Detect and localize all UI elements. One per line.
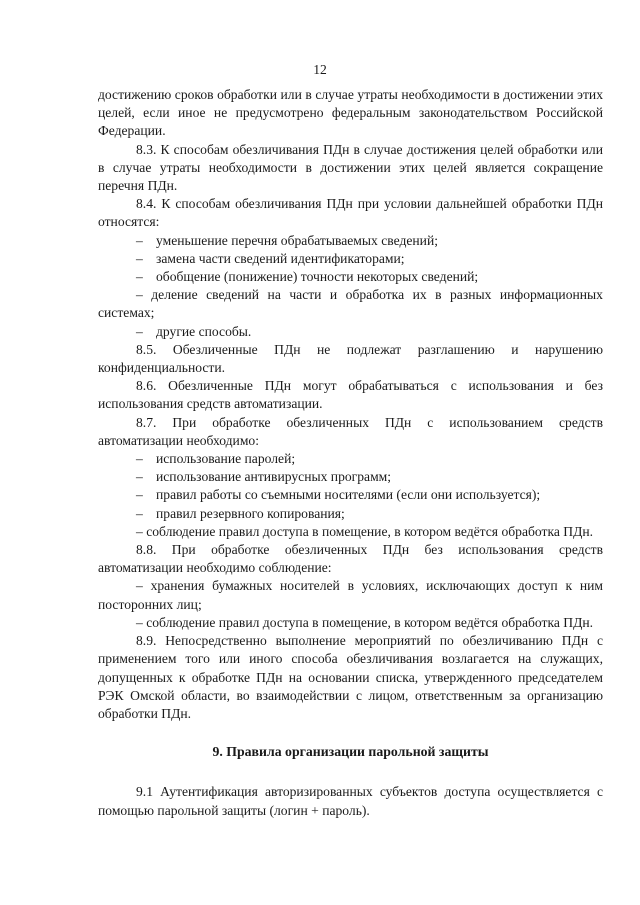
list-item: – соблюдение правил доступа в помещение, в котором ведётся обработка ПДн. xyxy=(136,523,594,539)
paragraph-8-4: 8.4. К способам обезличивания ПДн при условии дальнейшей обработки ПДн относятся: xyxy=(98,196,603,230)
dash-marker: – xyxy=(136,451,143,467)
dash-marker: – xyxy=(136,269,143,285)
list-item: – деление сведений на части и обработка их в разных информационных системах; xyxy=(98,287,603,321)
list-item: – использование паролей; xyxy=(98,450,603,468)
paragraph-continuation: достижению сроков обработки или в случае утраты необходимости в достижении этих целей, если иное не предусмотрено федеральным законодательством Российской Федерации. xyxy=(98,87,603,139)
list-item: – замена части сведений идентификаторами; xyxy=(98,250,603,268)
list-item: – хранения бумажных носителей в условиях, исключающих доступ к ним посторонних лиц; xyxy=(98,578,603,612)
paragraph-8-7: 8.7. При обработке обезличенных ПДн с использованием средств автоматизации необходимо: xyxy=(98,414,603,448)
dash-marker: – xyxy=(136,614,143,630)
list-item: – другие способы. xyxy=(98,323,603,341)
dash-marker: – xyxy=(136,232,143,248)
paragraph-8-8: 8.8. При обработке обезличенных ПДн без использования средств автоматизации необходимо соблюдение: xyxy=(98,542,603,576)
list-item: – правил работы со съемными носителями (если они используется); xyxy=(98,486,603,504)
dash-marker: – xyxy=(136,505,143,521)
list-item: – использование антивирусных программ; xyxy=(98,468,603,486)
dash-marker: – xyxy=(136,523,143,539)
dash-marker: – xyxy=(136,287,143,303)
list-item: – правил резервного копирования; xyxy=(98,505,603,523)
dash-marker: – xyxy=(136,469,143,485)
paragraph-8-6: 8.6. Обезличенные ПДн могут обрабатываться с использования и без использования средств автоматизации. xyxy=(98,378,603,412)
paragraph-8-5: 8.5. Обезличенные ПДн не подлежат разглашению и нарушению конфиденциальности. xyxy=(98,341,603,376)
dash-marker: – xyxy=(136,323,143,339)
list-item: – обобщение (понижение) точности некоторых сведений; xyxy=(98,268,603,286)
page-number: 12 xyxy=(313,62,327,77)
paragraph-8-9: 8.9. Непосредственно выполнение мероприятий по обезличиванию ПДн с применением того или иного способа обезличивания возлагается на служащих, допущенных к обработке ПДн на основании списка, утвержденного председателем РЭК Омской области, во взаимодействии с лицом, ответственным за организацию обработки ПДн. xyxy=(98,633,603,721)
dash-marker: – xyxy=(136,487,143,503)
list-item: – соблюдение правил доступа в помещение, в котором ведётся обработка ПДн. xyxy=(136,614,594,630)
list-item: – уменьшение перечня обрабатываемых сведений; xyxy=(98,232,603,250)
dash-marker: – xyxy=(136,250,143,266)
document-body xyxy=(98,86,603,820)
paragraph-8-3: 8.3. К способам обезличивания ПДн в случае достижения целей обработки или в случае утраты необходимости в достижении этих целей является сокращение перечня ПДн. xyxy=(98,141,603,194)
section-heading: 9. Правила организации парольной защиты xyxy=(212,744,489,760)
paragraph-9-1: 9.1 Аутентификация авторизированных субъектов доступа осуществляется с помощью парольной защиты (логин + пароль). xyxy=(98,784,603,818)
dash-marker: – xyxy=(136,578,143,594)
